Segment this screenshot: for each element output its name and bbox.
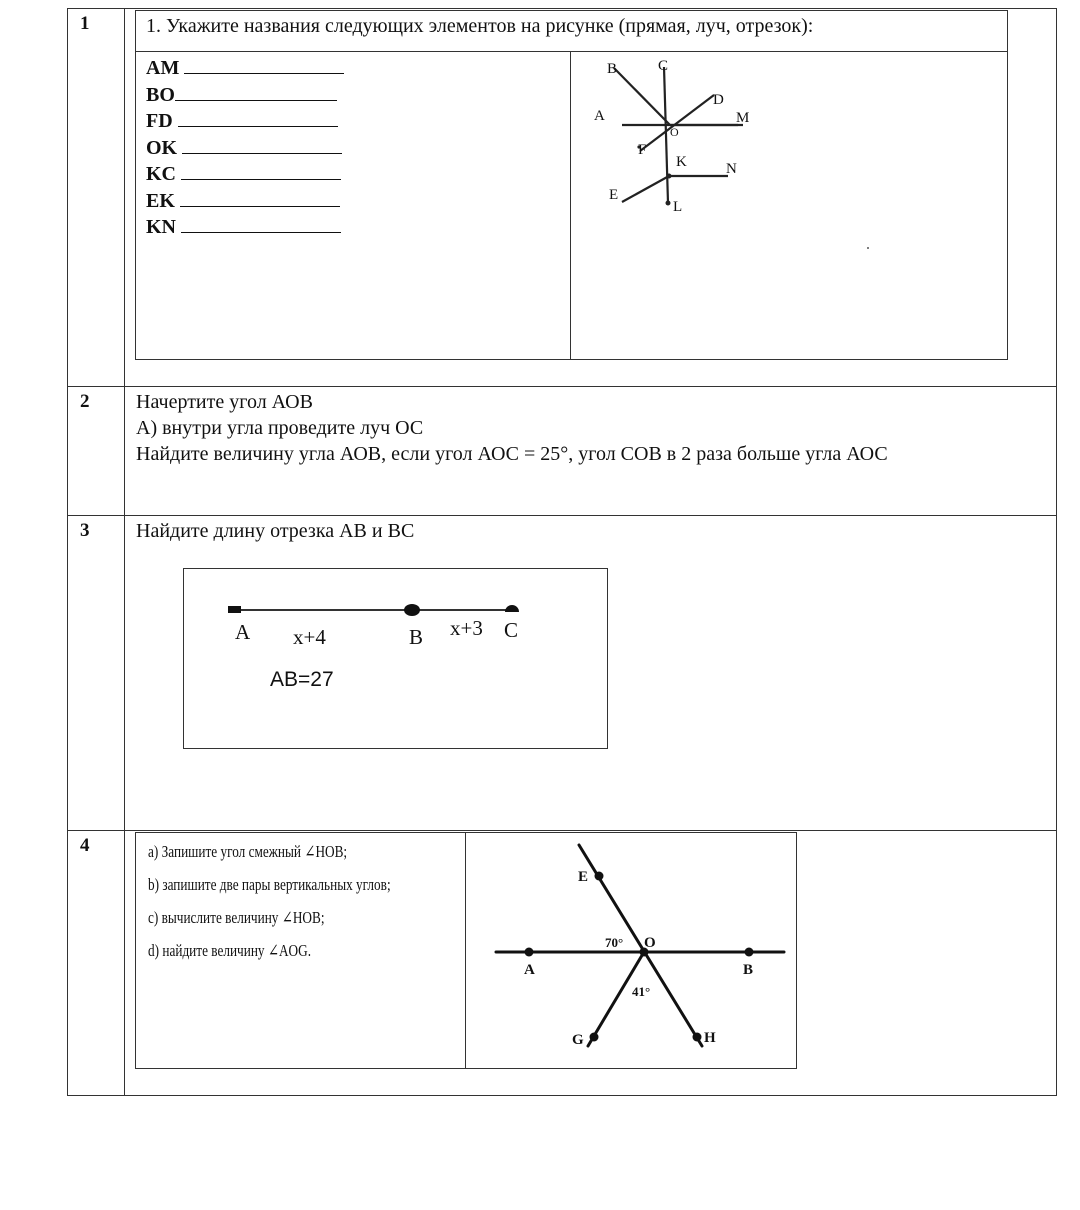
answer-row <box>146 214 344 241</box>
answer-blank[interactable] <box>184 57 344 74</box>
task4-item: с) вычислите величину ∠HOB; <box>148 908 325 927</box>
point-G <box>590 1033 599 1042</box>
stray-dot <box>867 247 869 249</box>
answer-blank[interactable] <box>182 137 342 154</box>
segment-label: x+4 <box>293 625 326 649</box>
figure-label: B <box>607 61 618 77</box>
figure-label: K <box>676 154 687 170</box>
figure-label: M <box>736 110 750 126</box>
figure-label: L <box>673 199 683 215</box>
point-K <box>667 174 672 179</box>
answer-blank[interactable] <box>175 84 337 101</box>
answer-row <box>146 55 344 82</box>
answer-blank[interactable] <box>181 163 341 180</box>
task-number: 4 <box>80 835 90 856</box>
point-A <box>525 948 534 957</box>
answer-row <box>146 135 344 162</box>
answer-item-label: BO <box>146 83 175 106</box>
answer-row <box>146 188 344 215</box>
point-C <box>505 605 519 612</box>
point-label: B <box>409 625 424 649</box>
angle-label: 41° <box>632 984 651 999</box>
task4-item: а) Запишите угол смежный ∠HOB; <box>148 842 348 861</box>
answer-blank[interactable] <box>178 110 338 127</box>
given-value: AB=27 <box>270 668 334 691</box>
answer-item-label: EK <box>146 189 175 212</box>
ray-FD <box>640 95 714 151</box>
point-label: A <box>235 620 251 644</box>
point-label: B <box>743 962 754 978</box>
point-E <box>595 872 604 881</box>
task4-item: d) найдите величину ∠AOG. <box>148 941 312 960</box>
number-column-divider <box>124 8 125 1096</box>
figure-label: O <box>670 125 679 139</box>
point-label: H <box>704 1030 716 1046</box>
figure-label: E <box>609 187 619 203</box>
task2-line: А) внутри угла проведите луч ОС <box>136 417 424 439</box>
angle-label: 70° <box>605 935 624 950</box>
task3-figure <box>184 569 607 748</box>
answer-item-label: FD <box>146 110 173 132</box>
task4-item: b) запишите две пары вертикальных углов; <box>148 875 391 894</box>
answer-blank[interactable] <box>181 216 341 233</box>
answer-row <box>146 108 344 135</box>
figure-label: N <box>726 161 737 177</box>
line-GO <box>588 952 644 1046</box>
task4-figure <box>466 833 796 1068</box>
row-divider <box>67 386 1057 387</box>
figure-label: F <box>638 142 647 158</box>
answer-item-label: OK <box>146 136 178 159</box>
figure-label: A <box>594 108 605 124</box>
point-label: C <box>504 618 519 642</box>
answer-row <box>146 82 344 109</box>
task-number: 1 <box>80 13 90 34</box>
point-label: A <box>524 962 535 978</box>
figure-label: C <box>658 58 669 74</box>
task1-figure <box>572 53 1006 359</box>
task4-items <box>148 835 459 967</box>
task-number: 2 <box>80 391 90 412</box>
point-B <box>404 604 420 616</box>
answer-item-label: AM <box>146 57 180 79</box>
point-H <box>693 1033 702 1042</box>
task1-title: 1. Укажите названия следующих элементов на рисунке (прямая, луч, отрезок): <box>146 15 814 37</box>
answer-list <box>146 55 344 241</box>
task-number: 3 <box>80 520 90 541</box>
task2-line: Найдите величину угла АОВ, если угол АОС = 25°, угол СОВ в 2 раза больше угла АОС <box>136 443 888 465</box>
task3-title: Найдите длину отрезка АВ и ВС <box>136 520 415 542</box>
point-label: E <box>578 869 589 885</box>
line-EK <box>622 176 669 202</box>
line-CL <box>664 67 668 203</box>
figure-label: D <box>713 92 724 108</box>
point-label: G <box>572 1032 584 1048</box>
answer-item-label: KC <box>146 163 176 185</box>
segment-label: x+3 <box>450 616 483 640</box>
task2-line: Начертите угол АОВ <box>136 391 313 413</box>
point-A <box>228 606 241 613</box>
point-L <box>666 201 671 206</box>
task2-text <box>136 389 888 467</box>
point-B <box>745 948 754 957</box>
answer-row <box>146 161 344 188</box>
answer-item-label: KN <box>146 216 176 238</box>
point-label: O <box>644 935 656 951</box>
answer-blank[interactable] <box>180 190 340 207</box>
line-BO <box>614 68 670 125</box>
row-divider <box>67 515 1057 516</box>
